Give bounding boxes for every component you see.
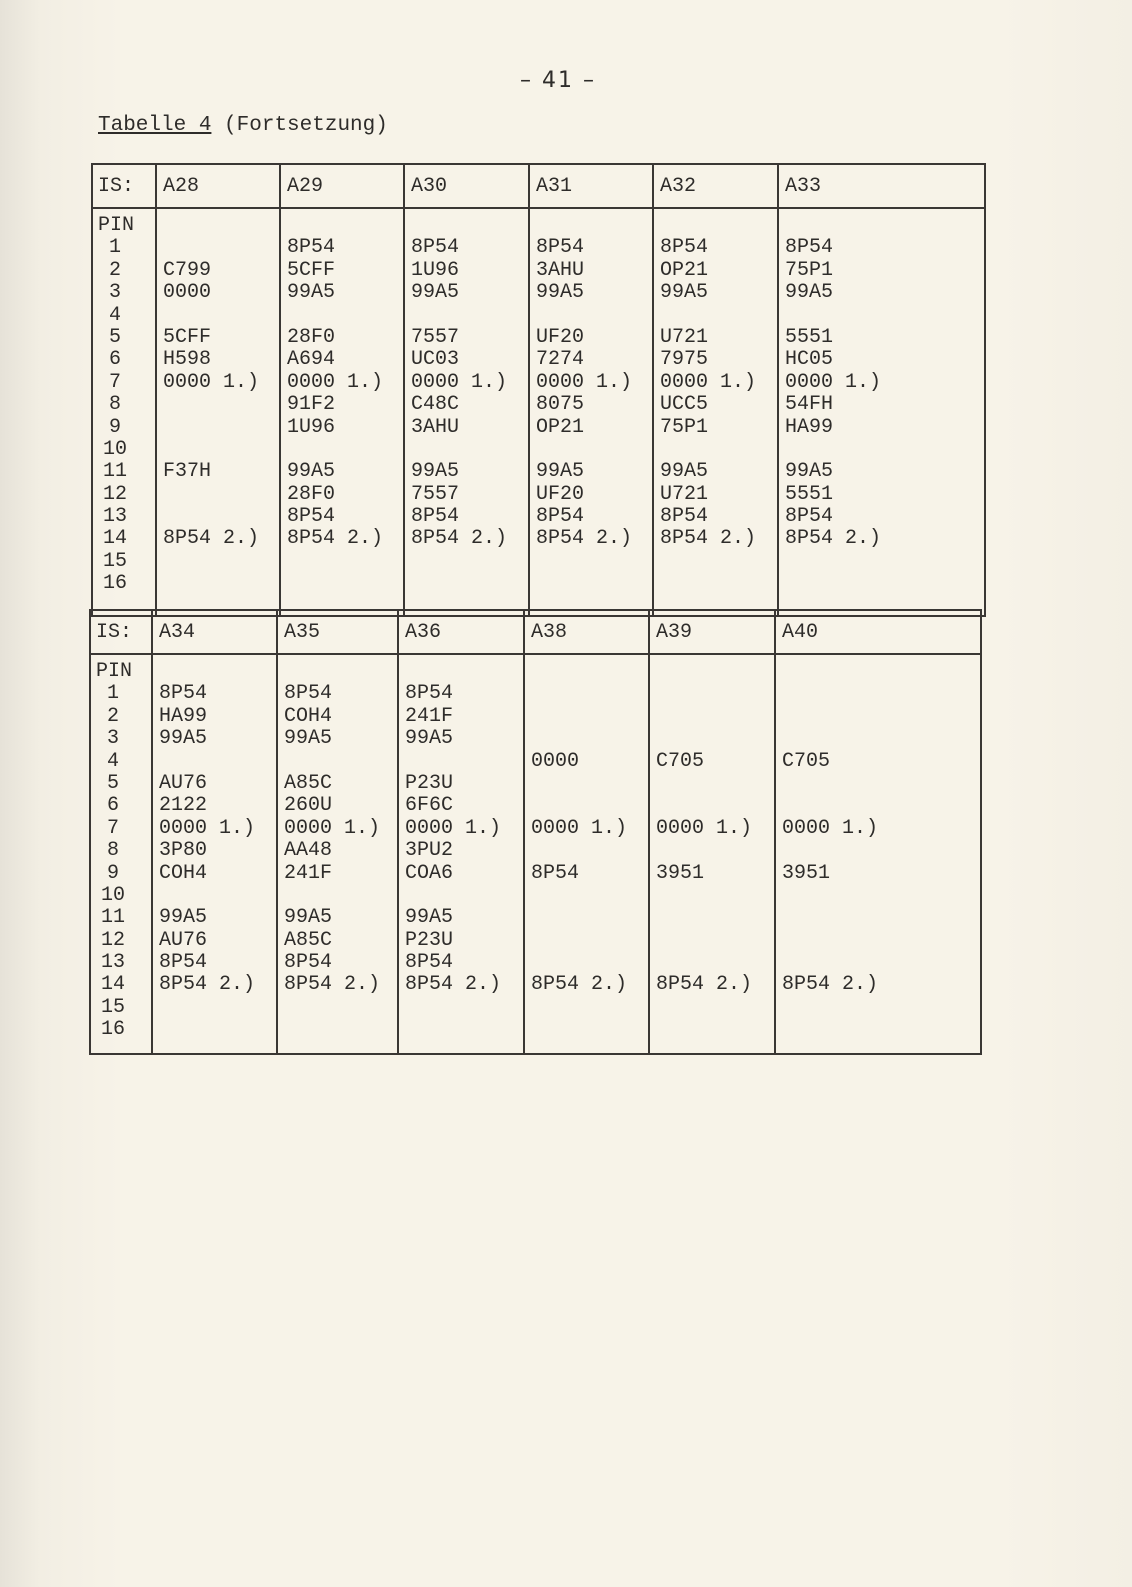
cell-value: C48C [411, 393, 460, 417]
cell-value: 75P1 [660, 415, 709, 439]
spacer [536, 215, 648, 237]
cell-value: U721 [660, 325, 709, 349]
cell-value: 0000 1.) [287, 370, 384, 394]
is-label: IS: [92, 164, 156, 208]
column-values [775, 654, 981, 1054]
cell-value: 3951 [656, 861, 705, 885]
cell-value [405, 1019, 519, 1041]
cell-value: 99A5 [411, 281, 460, 305]
cell-value [411, 551, 524, 573]
pin-number: 4 [108, 303, 121, 327]
column-values [653, 208, 778, 616]
cell-value [785, 573, 980, 595]
cell-value: 5551 [785, 325, 834, 349]
cell-value [656, 997, 770, 1019]
pin-label: PIN [96, 660, 133, 683]
cell-value [159, 885, 272, 907]
header-row [90, 610, 981, 654]
pin-number: 14 [100, 973, 125, 997]
pin-rows [90, 654, 981, 1054]
pin-number: 10 [102, 437, 127, 461]
spacer [405, 661, 519, 683]
cell-value [656, 930, 770, 952]
cell-value [163, 506, 275, 528]
pin-table-2 [89, 609, 982, 1055]
is-label: IS: [90, 610, 152, 654]
cell-value: 8P54 [284, 951, 333, 975]
cell-value: 99A5 [785, 281, 834, 305]
cell-value [785, 305, 980, 327]
column-header: A32 [653, 164, 778, 208]
cell-value: COH4 [159, 861, 208, 885]
cell-value [660, 439, 773, 461]
cell-value [411, 439, 524, 461]
cell-value: 8P54 [287, 236, 336, 260]
cell-value: 99A5 [159, 727, 208, 751]
spacer [660, 215, 773, 237]
cell-value [782, 885, 976, 907]
cell-value: C705 [656, 749, 705, 773]
caption-suffix: (Fortsetzung) [224, 114, 388, 137]
column-values [778, 208, 985, 616]
cell-value: 8P54 [411, 505, 460, 529]
cell-value: C705 [782, 749, 831, 773]
pin-number: 3 [108, 281, 121, 305]
header-row [92, 164, 985, 208]
cell-value: 28F0 [287, 482, 336, 506]
cell-value: 8P54 [660, 236, 709, 260]
pin-number: 8 [108, 393, 121, 417]
cell-value [656, 840, 770, 862]
cell-value: 8P54 [660, 505, 709, 529]
pin-number: 7 [108, 370, 121, 394]
column-header: A34 [152, 610, 277, 654]
cell-value: 3AHU [536, 258, 585, 282]
pin-number: 2 [106, 704, 119, 728]
cell-value [782, 728, 976, 750]
cell-value: UCC5 [660, 393, 709, 417]
cell-value: 8P54 [536, 505, 585, 529]
cell-value [287, 439, 399, 461]
cell-value: 0000 1.) [159, 816, 256, 840]
pin-number: 2 [108, 258, 121, 282]
caption-title: Tabelle 4 [98, 114, 212, 137]
cell-value [782, 930, 976, 952]
spacer [785, 215, 980, 237]
cell-value [782, 706, 976, 728]
cell-value: H598 [163, 348, 212, 372]
cell-value: 99A5 [660, 460, 709, 484]
pin-number: 12 [100, 928, 125, 952]
column-values [649, 654, 775, 1054]
column-header: A40 [775, 610, 981, 654]
cell-value [287, 573, 399, 595]
cell-value [531, 683, 644, 705]
column-header: A39 [649, 610, 775, 654]
cell-value: 8P54 2.) [163, 527, 260, 551]
pin-number: 8 [106, 839, 119, 863]
cell-value: 8075 [536, 393, 585, 417]
cell-value: 5551 [785, 482, 834, 506]
cell-value: 3951 [782, 861, 831, 885]
cell-value [656, 885, 770, 907]
cell-value: 8P54 2.) [660, 527, 757, 551]
cell-value: 0000 1.) [785, 370, 882, 394]
cell-value: 8P54 [411, 236, 460, 260]
cell-value: 8P54 2.) [287, 527, 384, 551]
cell-value: 0000 1.) [405, 816, 502, 840]
column-values [280, 208, 404, 616]
column-header: A30 [404, 164, 529, 208]
cell-value [531, 952, 644, 974]
column-header: A28 [156, 164, 280, 208]
cell-value: 8P54 [785, 236, 834, 260]
cell-value: 2122 [159, 794, 208, 818]
cell-value: 8P54 2.) [531, 973, 628, 997]
cell-value: 8P54 2.) [785, 527, 882, 551]
cell-value [660, 305, 773, 327]
cell-value: 3PU2 [405, 839, 454, 863]
pin-table-1 [91, 163, 986, 617]
cell-value: 0000 1.) [411, 370, 508, 394]
cell-value: U721 [660, 482, 709, 506]
cell-value [163, 305, 275, 327]
pin-number: 15 [100, 995, 125, 1019]
column-header: A31 [529, 164, 653, 208]
cell-value: 260U [284, 794, 333, 818]
cell-value: 1U96 [411, 258, 460, 282]
pin-number: 9 [108, 415, 121, 439]
cell-value: 54FH [785, 393, 834, 417]
cell-value: 99A5 [287, 460, 336, 484]
cell-value: 8P54 2.) [782, 973, 879, 997]
cell-value [287, 305, 399, 327]
cell-value: 241F [284, 861, 333, 885]
cell-value [531, 706, 644, 728]
cell-value: AU76 [159, 928, 208, 952]
cell-value: 0000 1.) [284, 816, 381, 840]
column-header: A33 [778, 164, 985, 208]
cell-value [531, 907, 644, 929]
cell-value: 99A5 [785, 460, 834, 484]
cell-value [163, 394, 275, 416]
cell-value [536, 573, 648, 595]
cell-value: 8P54 [287, 505, 336, 529]
cell-value [782, 907, 976, 929]
cell-value [405, 885, 519, 907]
pin-number: 6 [108, 348, 121, 372]
cell-value: 7557 [411, 482, 460, 506]
pin-number: 12 [102, 482, 127, 506]
cell-value: AA48 [284, 839, 333, 863]
cell-value [656, 706, 770, 728]
cell-value: 0000 1.) [656, 816, 753, 840]
cell-value [287, 551, 399, 573]
cell-value: 1U96 [287, 415, 336, 439]
cell-value [660, 551, 773, 573]
cell-value: OP21 [660, 258, 709, 282]
cell-value: 99A5 [536, 460, 585, 484]
cell-value: UF20 [536, 482, 585, 506]
cell-value: 8P54 2.) [536, 527, 633, 551]
cell-value [536, 439, 648, 461]
cell-value: AU76 [159, 771, 208, 795]
cell-value: 0000 1.) [660, 370, 757, 394]
cell-value [782, 952, 976, 974]
cell-value: 91F2 [287, 393, 336, 417]
cell-value: 8P54 2.) [405, 973, 502, 997]
cell-value [536, 305, 648, 327]
cell-value: 99A5 [159, 906, 208, 930]
cell-value [163, 237, 275, 259]
pin-number: 5 [108, 325, 121, 349]
pin-number: 10 [100, 883, 125, 907]
cell-value: 5CFF [287, 258, 336, 282]
cell-value: 8P54 2.) [159, 973, 256, 997]
cell-value: 8P54 [159, 682, 208, 706]
cell-value: 7274 [536, 348, 585, 372]
cell-value: 28F0 [287, 325, 336, 349]
cell-value [656, 1019, 770, 1041]
cell-value: A85C [284, 771, 333, 795]
cell-value [531, 840, 644, 862]
cell-value: 3AHU [411, 415, 460, 439]
cell-value [163, 573, 275, 595]
column-values [524, 654, 649, 1054]
cell-value [660, 573, 773, 595]
cell-value [531, 795, 644, 817]
cell-value: 8P54 [284, 682, 333, 706]
cell-value: 0000 1.) [531, 816, 628, 840]
cell-value [531, 930, 644, 952]
column-values [156, 208, 280, 616]
spacer [531, 661, 644, 683]
cell-value: 5CFF [163, 325, 212, 349]
column-values [398, 654, 524, 1054]
pin-label: PIN [98, 214, 135, 237]
cell-value: P23U [405, 771, 454, 795]
cell-value [284, 751, 393, 773]
cell-value [163, 551, 275, 573]
spacer [284, 661, 393, 683]
cell-value [656, 683, 770, 705]
cell-value: 75P1 [785, 258, 834, 282]
cell-value [536, 551, 648, 573]
pin-number: 3 [106, 727, 119, 751]
cell-value [159, 1019, 272, 1041]
cell-value: 0000 [163, 281, 212, 305]
column-values [404, 208, 529, 616]
spacer [159, 661, 272, 683]
cell-value: F37H [163, 460, 212, 484]
pin-number: 5 [106, 771, 119, 795]
cell-value [163, 417, 275, 439]
pin-number: 16 [102, 572, 127, 596]
cell-value: 99A5 [405, 727, 454, 751]
pin-number: 9 [106, 861, 119, 885]
cell-value [656, 728, 770, 750]
cell-value: 241F [405, 704, 454, 728]
cell-value: 7557 [411, 325, 460, 349]
pin-rows [92, 208, 985, 616]
cell-value: 0000 1.) [782, 816, 879, 840]
cell-value: 8P54 2.) [411, 527, 508, 551]
cell-value: 8P54 [531, 861, 580, 885]
cell-value [782, 840, 976, 862]
spacer [163, 215, 275, 237]
cell-value: HC05 [785, 348, 834, 372]
column-header: A36 [398, 610, 524, 654]
cell-value: 8P54 [159, 951, 208, 975]
cell-value: COA6 [405, 861, 454, 885]
cell-value: 6F6C [405, 794, 454, 818]
cell-value: 8P54 2.) [656, 973, 753, 997]
cell-value [159, 751, 272, 773]
cell-value [785, 439, 980, 461]
page-number: – 41 – [520, 68, 596, 93]
cell-value: HA99 [785, 415, 834, 439]
pin-number: 6 [106, 794, 119, 818]
cell-value: P23U [405, 928, 454, 952]
spacer [656, 661, 770, 683]
pin-number: 11 [100, 906, 125, 930]
cell-value: 99A5 [287, 281, 336, 305]
cell-value [656, 952, 770, 974]
column-header: A35 [277, 610, 398, 654]
cell-value: 8P54 [405, 682, 454, 706]
cell-value: 0000 [531, 749, 580, 773]
spacer [287, 215, 399, 237]
cell-value: UF20 [536, 325, 585, 349]
cell-value [163, 484, 275, 506]
cell-value [159, 997, 272, 1019]
cell-value [782, 997, 976, 1019]
cell-value [782, 795, 976, 817]
cell-value: 99A5 [405, 906, 454, 930]
cell-value: 8P54 [536, 236, 585, 260]
cell-value [531, 997, 644, 1019]
cell-value: HA99 [159, 704, 208, 728]
cell-value [656, 907, 770, 929]
cell-value: COH4 [284, 704, 333, 728]
cell-value [411, 305, 524, 327]
cell-value: 7975 [660, 348, 709, 372]
cell-value [656, 773, 770, 795]
cell-value [284, 1019, 393, 1041]
cell-value [284, 997, 393, 1019]
table-caption [98, 114, 388, 137]
pin-number: 1 [106, 682, 119, 706]
cell-value [785, 551, 980, 573]
cell-value: OP21 [536, 415, 585, 439]
cell-value [284, 885, 393, 907]
column-header: A38 [524, 610, 649, 654]
spacer [411, 215, 524, 237]
cell-value: 99A5 [284, 727, 333, 751]
column-values [152, 654, 277, 1054]
pin-number: 16 [100, 1018, 125, 1042]
cell-value: 8P54 2.) [284, 973, 381, 997]
cell-value [656, 795, 770, 817]
pin-number: 11 [102, 460, 127, 484]
cell-value: 0000 1.) [163, 370, 260, 394]
pin-number: 1 [108, 236, 121, 260]
cell-value [782, 1019, 976, 1041]
cell-value: C799 [163, 258, 212, 282]
cell-value: 99A5 [411, 460, 460, 484]
cell-value [405, 997, 519, 1019]
pin-number-column [90, 654, 152, 1054]
cell-value: A694 [287, 348, 336, 372]
cell-value: 8P54 [785, 505, 834, 529]
cell-value: 99A5 [536, 281, 585, 305]
pin-number: 4 [106, 749, 119, 773]
cell-value [405, 751, 519, 773]
cell-value [531, 773, 644, 795]
cell-value [531, 728, 644, 750]
cell-value: 8P54 [405, 951, 454, 975]
cell-value: 99A5 [660, 281, 709, 305]
cell-value [163, 439, 275, 461]
cell-value [531, 1019, 644, 1041]
cell-value: 0000 1.) [536, 370, 633, 394]
cell-value [782, 773, 976, 795]
spacer [782, 661, 976, 683]
cell-value [531, 885, 644, 907]
cell-value [411, 573, 524, 595]
pin-number: 14 [102, 527, 127, 551]
cell-value: 99A5 [284, 906, 333, 930]
column-header: A29 [280, 164, 404, 208]
pin-number: 7 [106, 816, 119, 840]
cell-value: UC03 [411, 348, 460, 372]
pin-number: 13 [102, 505, 127, 529]
column-values [529, 208, 653, 616]
cell-value: 3P80 [159, 839, 208, 863]
pin-number: 15 [102, 549, 127, 573]
cell-value: A85C [284, 928, 333, 952]
pin-number-column [92, 208, 156, 616]
pin-number: 13 [100, 951, 125, 975]
cell-value [782, 683, 976, 705]
column-values [277, 654, 398, 1054]
